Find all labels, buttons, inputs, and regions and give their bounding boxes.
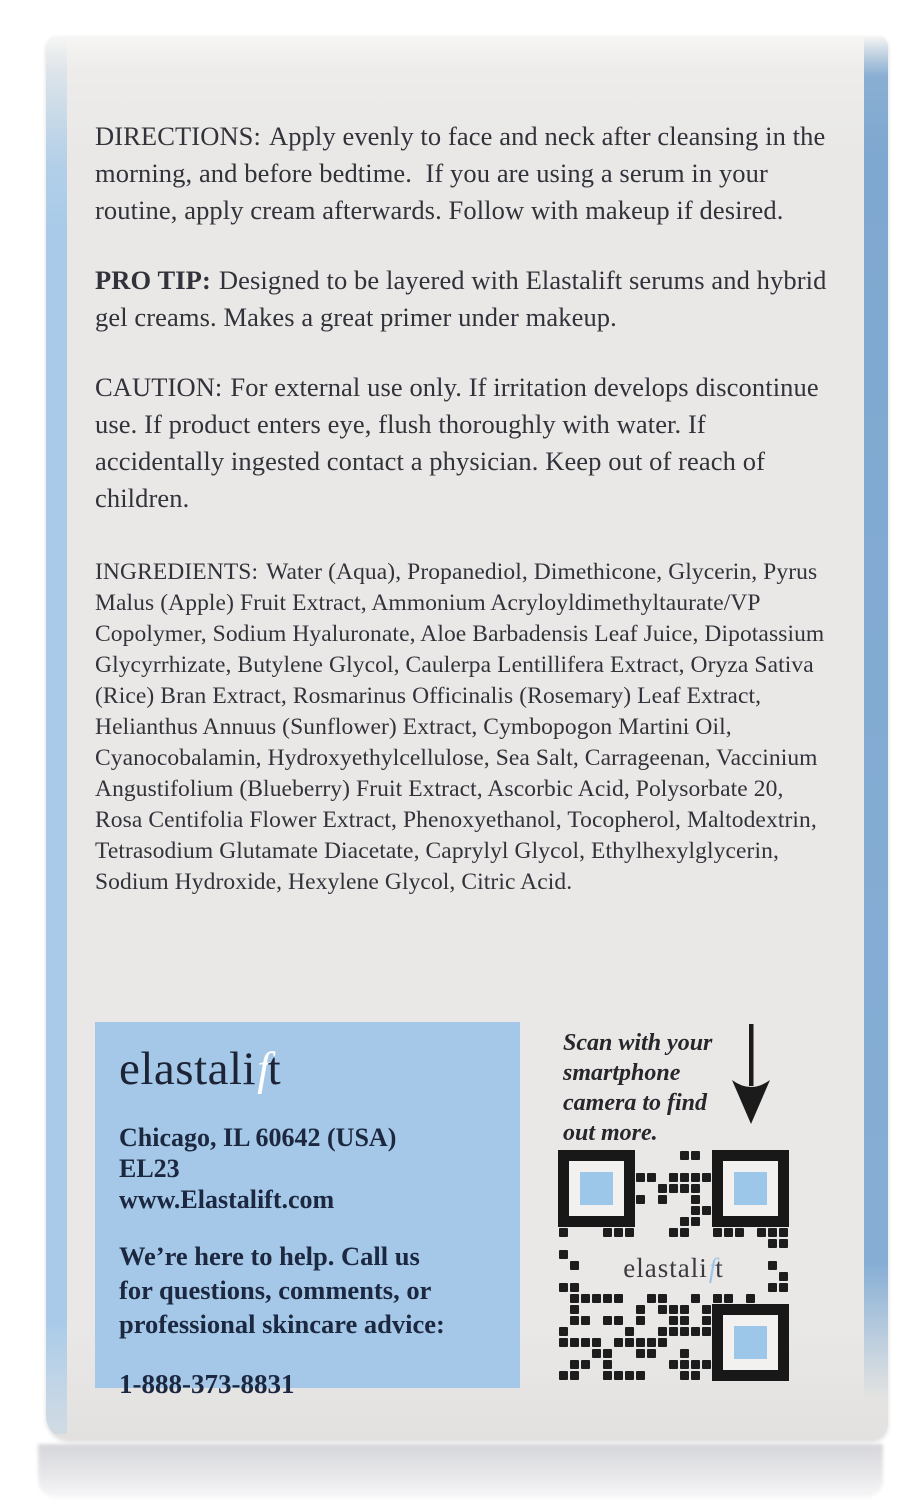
- directions-paragraph: [95, 118, 832, 229]
- down-arrow-icon: [729, 1022, 773, 1126]
- ingredients-label: INGREDIENTS:: [95, 559, 259, 585]
- qr-label-accent-letter: f: [708, 1252, 718, 1283]
- qr-finder-pattern: [712, 1150, 789, 1227]
- brand-logo: [119, 1044, 496, 1096]
- box-reflection: [38, 1444, 883, 1498]
- website-text: www.Elastalift.com: [119, 1184, 335, 1214]
- directions-text: Apply evenly to face and neck after cleansing in the morning, and before bedtime. If you are using a serum in your routine, apply cream afterwards. Follow with makeup if desired.: [95, 121, 826, 225]
- address-line1: Chicago, IL 60642 (USA): [119, 1122, 397, 1152]
- brand-address: [119, 1122, 496, 1215]
- brand-logo-accent-letter: f: [257, 1043, 271, 1095]
- caution-label: CAUTION:: [95, 372, 223, 402]
- scan-instruction: [563, 1028, 723, 1148]
- scan-line: Scan with your: [563, 1030, 713, 1056]
- pro-tip-text: Designed to be layered with Elastalift serums and hybrid gel creams. Makes a great primer under makeup.: [95, 265, 827, 332]
- caution-text: For external use only. If irritation develops discontinue use. If product enters eye, flush thoroughly with water. If accidentally ingested contact a physician. Keep out of reach of children.: [95, 372, 819, 513]
- caution-paragraph: [95, 369, 832, 517]
- product-box-back-panel: [46, 36, 888, 1440]
- help-text: [119, 1239, 496, 1341]
- address-line2: EL23: [119, 1153, 180, 1183]
- brand-panel: [95, 1022, 520, 1399]
- scan-line: out more.: [563, 1120, 658, 1146]
- qr-code: [558, 1150, 789, 1381]
- pro-tip-label: PRO TIP:: [95, 265, 211, 295]
- qr-center-label: [586, 1242, 761, 1294]
- qr-label-suffix: t: [715, 1252, 724, 1283]
- brand-logo-prefix: elastali: [119, 1043, 257, 1095]
- help-line: for questions, comments, or: [119, 1274, 432, 1305]
- qr-finder-pattern: [712, 1304, 789, 1381]
- scan-line: camera to find: [563, 1090, 707, 1116]
- ingredients-paragraph: [95, 557, 832, 898]
- brand-logo-suffix: t: [267, 1043, 282, 1095]
- help-line: professional skincare advice:: [119, 1308, 445, 1339]
- ingredients-text: Water (Aqua), Propanediol, Dimethicone, Glycerin, Pyrus Malus (Apple) Fruit Extract, Ammonium Acryloyldimethyltaurate/VP Copolymer, Sodium Hyaluronate, Aloe Barbadensis Leaf Juice, Dipotassium Glycyrrhizate, Butylene Glycol, Caulerpa Lentillifera Extract, Oryza Sativa (Rice) Bran Extract, Rosmarinus Officinalis (Rosemary) Leaf Extract, Helianthus Annuus (Sunflower) Extract, Cymbopogon Martini Oil, Cyanocobalamin, Hydroxyethylcellulose, Sea Salt, Carrageenan, Vaccinium Angustifolium (Blueberry) Fruit Extract, Ascorbic Acid, Polysorbate 20, Rosa Centifolia Flower Extract, Phenoxyethanol, Tocopherol, Maltodextrin, Tetrasodium Glutamate Diacetate, Caprylyl Glycol, Ethylhexylglycerin, Sodium Hydroxide, Hexylene Glycol, Citric Acid.: [95, 559, 825, 895]
- help-line: We’re here to help. Call us: [119, 1240, 420, 1271]
- directions-label: DIRECTIONS:: [95, 121, 261, 151]
- scan-line: smartphone: [563, 1060, 681, 1086]
- phone-number: 1-888-373-8831: [119, 1368, 295, 1399]
- qr-finder-pattern: [558, 1150, 635, 1227]
- qr-label-prefix: elastali: [623, 1252, 708, 1283]
- pro-tip-paragraph: [95, 262, 832, 336]
